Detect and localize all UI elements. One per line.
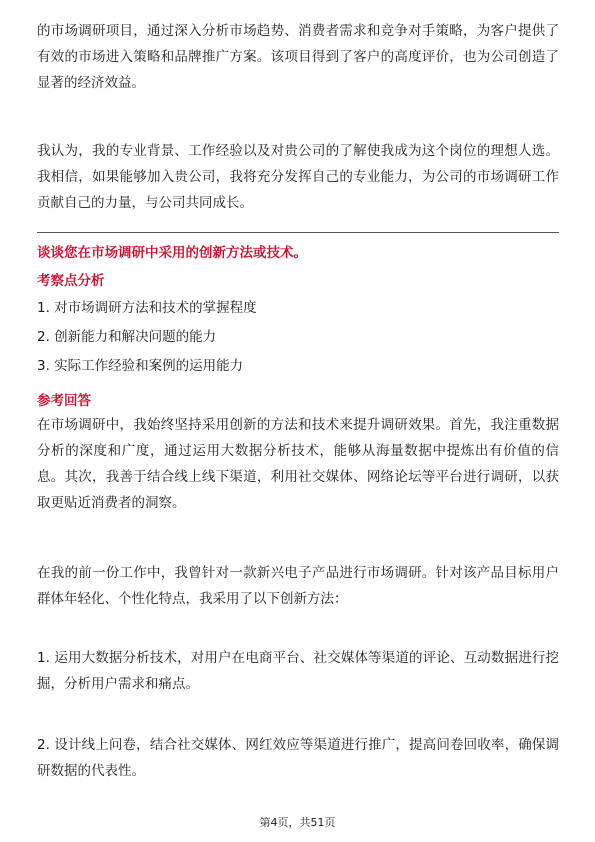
intro-paragraph-2: 我认为，我的专业背景、工作经验以及对贵公司的了解使我成为这个岗位的理想人选。我相信，如果能够加入贵公司，我将充分发挥自己的专业能力，为公司的市场调研工作贡献自己的力量，与公司共同成长。 (37, 143, 559, 211)
answer-paragraph-1: 在市场调研中，我始终坚持采用创新的方法和技术来提升调研效果。首先，我注重数据分析的深度和广度，通过运用大数据分析技术，能够从海量数据中提炼出有价值的信息。其次，我善于结合线上线下渠道，利用社交媒体、网络论坛等平台进行调研，以获取更贴近消费者的洞察。 (37, 417, 559, 511)
analysis-item-3: 3. 实际工作经验和案例的运用能力 (37, 358, 244, 374)
intro-paragraph-1: 的市场调研项目，通过深入分析市场趋势、消费者需求和竞争对手策略，为客户提供了有效的市场进入策略和品牌推广方案。该项目得到了客户的高度评价，也为公司创造了显著的经济效益。 (37, 23, 559, 91)
answer-paragraph-3: 1. 运用大数据分析技术，对用户在电商平台、社交媒体等渠道的评论、互动数据进行挖掘，分析用户需求和痛点。 (37, 650, 559, 692)
section-divider (37, 232, 559, 233)
analysis-heading: 考察点分析 (37, 273, 105, 289)
answer-paragraph-2: 在我的前一份工作中，我曾针对一款新兴电子产品进行市场调研。针对该产品目标用户群体年轻化、个性化特点，我采用了以下创新方法： (37, 565, 559, 607)
answer-paragraph-4: 2. 设计线上问卷，结合社交媒体、网红效应等渠道进行推广，提高问卷回收率，确保调研数据的代表性。 (37, 737, 559, 779)
page-number: 第4页，共51页 (259, 816, 336, 829)
answer-heading: 参考回答 (37, 393, 91, 409)
analysis-item-1: 1. 对市场调研方法和技术的掌握程度 (37, 300, 257, 316)
question-title: 谈谈您在市场调研中采用的创新方法或技术。 (37, 245, 307, 261)
analysis-item-2: 2. 创新能力和解决问题的能力 (37, 329, 217, 345)
